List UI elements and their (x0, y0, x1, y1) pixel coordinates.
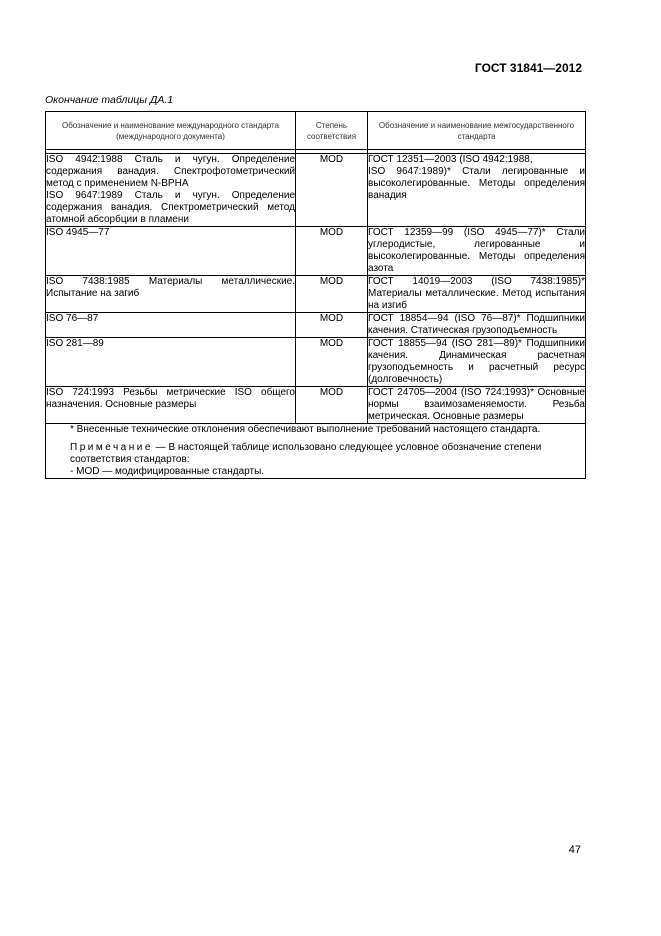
intl-standard-cell (46, 338, 296, 387)
note-item: - MOD — модифицированные стандарты. (70, 466, 265, 477)
intl-standard-cell (46, 276, 296, 313)
column-header-gost: Обозначение и наименование межгосударственного стандарта (368, 112, 586, 150)
gost-standard-text: ГОСТ 14019—2003 (ISO 7438:1985)* Материалы металлические. Метод испытания на изгиб (368, 276, 585, 311)
intl-standard-text: ISO 281—89 (46, 338, 104, 349)
degree-cell: MOD (296, 387, 368, 424)
note-label: Примечание (70, 442, 153, 453)
page-number: 47 (568, 844, 581, 856)
table-row (46, 276, 586, 313)
gost-standard-cell (368, 313, 586, 338)
note-text: — В настоящей таблице использовано следующее условное обозначение степени соответствия стандартов: (70, 442, 542, 465)
degree-cell: MOD (296, 227, 368, 276)
table-caption: Окончание таблицы ДА.1 (45, 94, 174, 106)
table-row (46, 227, 586, 276)
table-row (46, 154, 586, 227)
note (46, 442, 585, 466)
intl-standard-cell (46, 387, 296, 424)
degree-cell: MOD (296, 276, 368, 313)
intl-standard-text: ISO 4942:1988 Сталь и чугун. Определение содержания ванадия. Спектрофотометрический метод с применением N-BPHA (46, 154, 295, 189)
intl-standard-text: ISO 4945—77 (46, 227, 110, 238)
gost-standard-cell (368, 154, 586, 227)
intl-standard-text: ISO 9647:1989 Сталь и чугун. Определение содержания ванадия. Спектрометрический метод атомной абсорбции в пламени (46, 190, 295, 225)
intl-standard-cell (46, 313, 296, 338)
table-header-row (46, 112, 586, 150)
footnote: * Внесенные технические отклонения обеспечивают выполнение требований настоящего стандарта. (70, 424, 541, 435)
gost-standard-text: ISO 9647:1989)* Стали легированные и высоколегированные. Методы определения ванадия (368, 166, 585, 201)
intl-standard-text: ISO 7438:1985 Материалы металлические. Испытание на загиб (46, 276, 295, 299)
table-notes-row (46, 424, 586, 479)
table-notes (46, 424, 586, 479)
degree-cell: MOD (296, 313, 368, 338)
gost-standard-cell (368, 338, 586, 387)
gost-standard-cell (368, 276, 586, 313)
degree-cell: MOD (296, 154, 368, 227)
column-header-degree: Степень соответствия (296, 112, 368, 150)
gost-standard-text: ГОСТ 12351—2003 (ISO 4942:1988, (368, 154, 533, 165)
table-row (46, 313, 586, 338)
standards-table (45, 111, 586, 479)
intl-standard-cell (46, 227, 296, 276)
gost-standard-text: ГОСТ 12359—99 (ISO 4945—77)* Стали углеродистые, легированные и высоколегированные. Методы определения азота (368, 227, 585, 274)
intl-standard-text: ISO 724:1993 Резьбы метрические ISO общего назначения. Основные размеры (46, 387, 295, 410)
document-code: ГОСТ 31841—2012 (474, 61, 582, 75)
degree-cell: MOD (296, 338, 368, 387)
intl-standard-text: ISO 76—87 (46, 313, 99, 324)
column-header-intl: Обозначение и наименование международного стандарта (международного документа) (46, 112, 296, 150)
gost-standard-text: ГОСТ 18855—94 (ISO 281—89)* Подшипники качения. Динамическая расчетная грузоподъемность и расчетный ресурс (долговечность) (368, 338, 585, 385)
gost-standard-cell (368, 227, 586, 276)
table-row (46, 387, 586, 424)
gost-standard-text: ГОСТ 24705—2004 (ISO 724:1993)* Основные нормы взаимозаменяемости. Резьба метрическая. Основные размеры (368, 387, 585, 422)
gost-standard-text: ГОСТ 18854—94 (ISO 76—87)* Подшипники качения. Статическая грузоподъемность (368, 313, 585, 336)
table-row (46, 338, 586, 387)
intl-standard-cell (46, 154, 296, 227)
gost-standard-cell (368, 387, 586, 424)
